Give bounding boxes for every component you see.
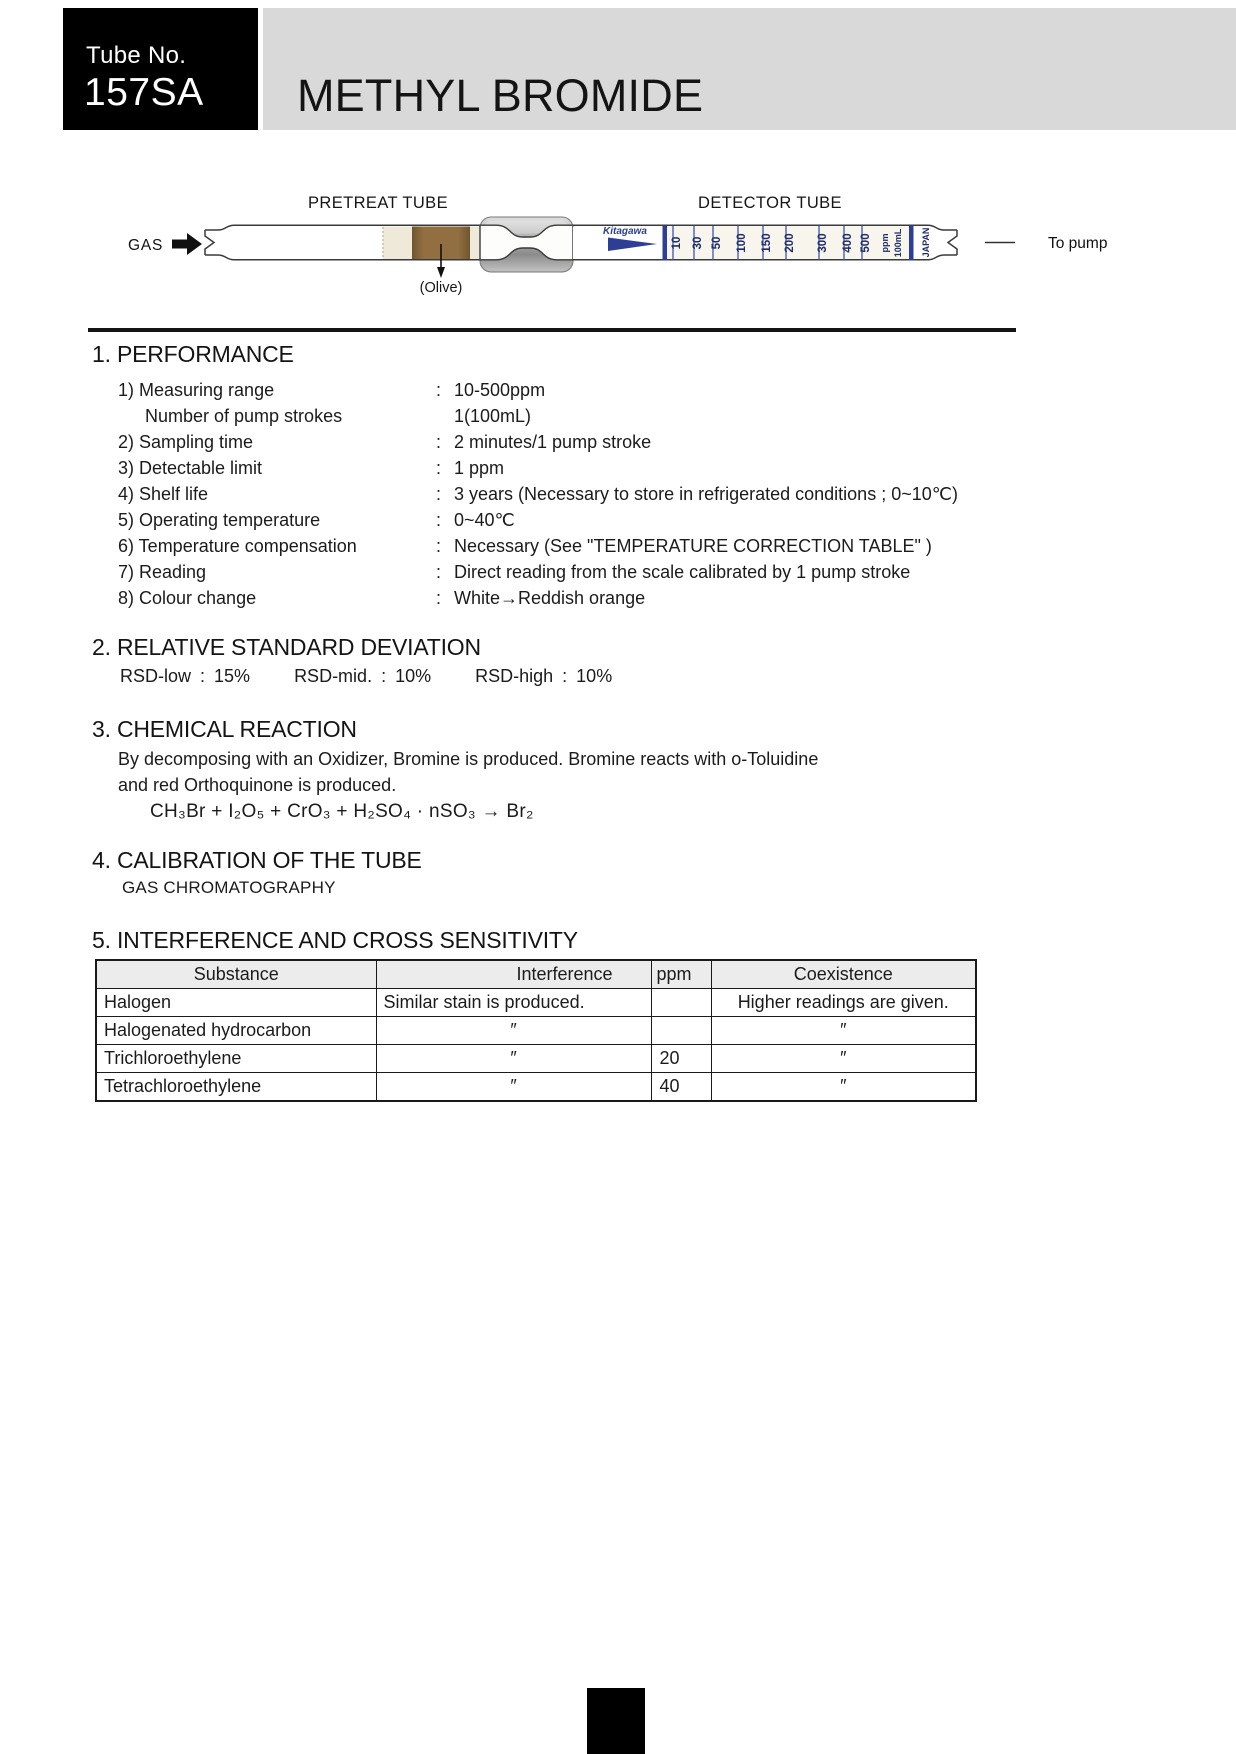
item-value: White→Reddish orange xyxy=(454,588,646,608)
cell-interference: ″ xyxy=(376,1045,651,1073)
col-header-coexistence: Coexistence xyxy=(711,960,976,989)
pretreat-tube-label: PRETREAT TUBE xyxy=(308,194,448,212)
interference-heading: 5. INTERFERENCE AND CROSS SENSITIVITY xyxy=(92,927,578,953)
cell-coexistence: ″ xyxy=(711,1045,976,1073)
item-label: 4) Shelf life xyxy=(118,484,209,504)
rsd-label: RSD-low xyxy=(120,666,192,686)
scale-value: 300 xyxy=(817,233,829,253)
item-separator: : xyxy=(436,380,442,400)
item-value: 0~40℃ xyxy=(454,510,515,530)
cell-coexistence: ″ xyxy=(711,1073,976,1102)
performance-item xyxy=(118,429,1168,455)
item-value: Necessary (See "TEMPERATURE CORRECTION TABLE" ) xyxy=(454,536,932,556)
calibration-heading: 4. CALIBRATION OF THE TUBE xyxy=(92,847,422,873)
item-value: 2 minutes/1 pump stroke xyxy=(454,432,652,452)
tube-number-label: Tube No. xyxy=(86,42,187,69)
reaction-description xyxy=(118,746,818,798)
scale-value: 500 xyxy=(860,233,872,253)
scale-value: 50 xyxy=(711,236,723,250)
scale-start-line xyxy=(663,226,668,261)
item-value: 1 ppm xyxy=(454,458,505,478)
rsd-label: RSD-high xyxy=(475,666,554,686)
scale-value: 30 xyxy=(692,236,704,250)
performance-item xyxy=(118,377,1168,403)
rsd-value: 15% xyxy=(214,666,251,686)
performance-item xyxy=(118,455,1168,481)
cell-coexistence: ″ xyxy=(711,1017,976,1045)
item-value: 1(100mL) xyxy=(454,406,532,426)
cell-interference: Similar stain is produced. xyxy=(376,989,651,1017)
cell-coexistence: Higher readings are given. xyxy=(711,989,976,1017)
rsd-label: RSD-mid. xyxy=(294,666,373,686)
pretreat-tube xyxy=(205,225,484,260)
rsd-values xyxy=(120,666,612,687)
item-label: 8) Colour change xyxy=(118,588,257,608)
interference-table xyxy=(95,959,977,1102)
detector-tube-tip xyxy=(948,230,957,255)
olive-label: (Olive) xyxy=(419,280,463,296)
rsd-heading: 2. RELATIVE STANDARD DEVIATION xyxy=(92,634,481,660)
table-header-row xyxy=(96,960,976,989)
performance-heading: 1. PERFORMANCE xyxy=(92,341,294,367)
table-row xyxy=(96,989,976,1017)
item-value: 10-500ppm xyxy=(454,380,546,400)
performance-item xyxy=(118,481,1168,507)
to-pump-label: To pump xyxy=(1048,235,1108,252)
scale-end-line xyxy=(909,226,914,261)
reaction-text-line: By decomposing with an Oxidizer, Bromine is produced. Bromine reacts with o-Toluidine xyxy=(118,749,819,769)
cell-substance: Halogenated hydrocarbon xyxy=(96,1017,376,1045)
item-value: 3 years (Necessary to store in refrigerated conditions ; 0~10℃) xyxy=(454,484,958,504)
detector-tube-label: DETECTOR TUBE xyxy=(698,194,842,212)
kitagawa-logo: Kitagawa xyxy=(603,226,647,237)
gas-flow-arrow-icon xyxy=(172,233,202,255)
reaction-heading: 3. CHEMICAL REACTION xyxy=(92,716,357,742)
item-label: Number of pump strokes xyxy=(145,406,343,426)
scale-value: 150 xyxy=(761,233,773,253)
pretreat-tube-tip xyxy=(205,230,214,255)
tube-connector xyxy=(480,217,573,272)
tube-number-box xyxy=(63,8,258,130)
item-label: 5) Operating temperature xyxy=(118,510,321,530)
performance-item xyxy=(118,559,1168,585)
cell-interference: ″ xyxy=(376,1017,651,1045)
title-bar xyxy=(263,8,1236,130)
scale-value: 400 xyxy=(842,233,854,253)
cell-interference: ″ xyxy=(376,1073,651,1102)
rsd-value: 10% xyxy=(576,666,613,686)
scale-value: 100 xyxy=(736,233,748,253)
rsd-separator: : xyxy=(381,666,387,686)
performance-item xyxy=(118,585,1168,611)
item-separator: : xyxy=(436,458,442,478)
item-label: 1) Measuring range xyxy=(118,380,275,400)
table-row xyxy=(96,1073,976,1102)
detector-tube xyxy=(573,225,957,260)
reaction-formula: CH₃Br + I₂O₅ + CrO₃ + H₂SO₄ · nSO₃ → Br₂ xyxy=(150,801,534,822)
tube-number-value: 157SA xyxy=(84,71,204,114)
scale-unit-ppm: ppm xyxy=(880,233,890,253)
tube-diagram xyxy=(60,168,1120,300)
item-separator: : xyxy=(436,562,442,582)
item-separator: : xyxy=(436,536,442,556)
item-value: Direct reading from the scale calibrated by 1 pump stroke xyxy=(454,562,911,582)
table-row xyxy=(96,1017,976,1045)
gas-label: GAS xyxy=(128,237,164,254)
scale-unit-volume: 100mL xyxy=(893,228,903,258)
cell-ppm xyxy=(651,1017,711,1045)
cell-substance: Halogen xyxy=(96,989,376,1017)
col-header-ppm: ppm xyxy=(651,960,711,989)
performance-item xyxy=(118,533,1168,559)
rsd-entry xyxy=(294,666,431,687)
performance-item xyxy=(118,507,1168,533)
cell-ppm: 20 xyxy=(651,1045,711,1073)
rsd-entry xyxy=(475,666,612,687)
performance-item xyxy=(118,403,1168,429)
item-label: 2) Sampling time xyxy=(118,432,254,452)
section-divider xyxy=(88,328,1016,332)
rsd-value: 10% xyxy=(395,666,432,686)
cell-ppm: 40 xyxy=(651,1073,711,1102)
item-label: 7) Reading xyxy=(118,562,207,582)
page-title: METHYL BROMIDE xyxy=(297,70,704,121)
scale-value: 10 xyxy=(671,236,683,250)
rsd-separator: : xyxy=(200,666,206,686)
performance-items xyxy=(118,377,1168,611)
rsd-separator: : xyxy=(562,666,568,686)
cell-substance: Tetrachloroethylene xyxy=(96,1073,376,1102)
origin-label: JAPAN xyxy=(921,227,931,258)
reaction-text-line: and red Orthoquinone is produced. xyxy=(118,775,397,795)
item-label: 6) Temperature compensation xyxy=(118,536,357,556)
item-separator: : xyxy=(436,510,442,530)
item-separator: : xyxy=(436,484,442,504)
table-row xyxy=(96,1045,976,1073)
page-footer-tab xyxy=(587,1688,645,1754)
cell-substance: Trichloroethylene xyxy=(96,1045,376,1073)
olive-pointer-arrow-icon xyxy=(437,267,445,278)
cell-ppm xyxy=(651,989,711,1017)
scale-value: 200 xyxy=(784,233,796,253)
calibration-method: GAS CHROMATOGRAPHY xyxy=(122,878,336,897)
item-separator: : xyxy=(436,432,442,452)
col-header-interference: Interference xyxy=(376,960,651,989)
item-label: 3) Detectable limit xyxy=(118,458,263,478)
rsd-entry xyxy=(120,666,250,687)
col-header-substance: Substance xyxy=(96,960,376,989)
item-separator: : xyxy=(436,588,442,608)
